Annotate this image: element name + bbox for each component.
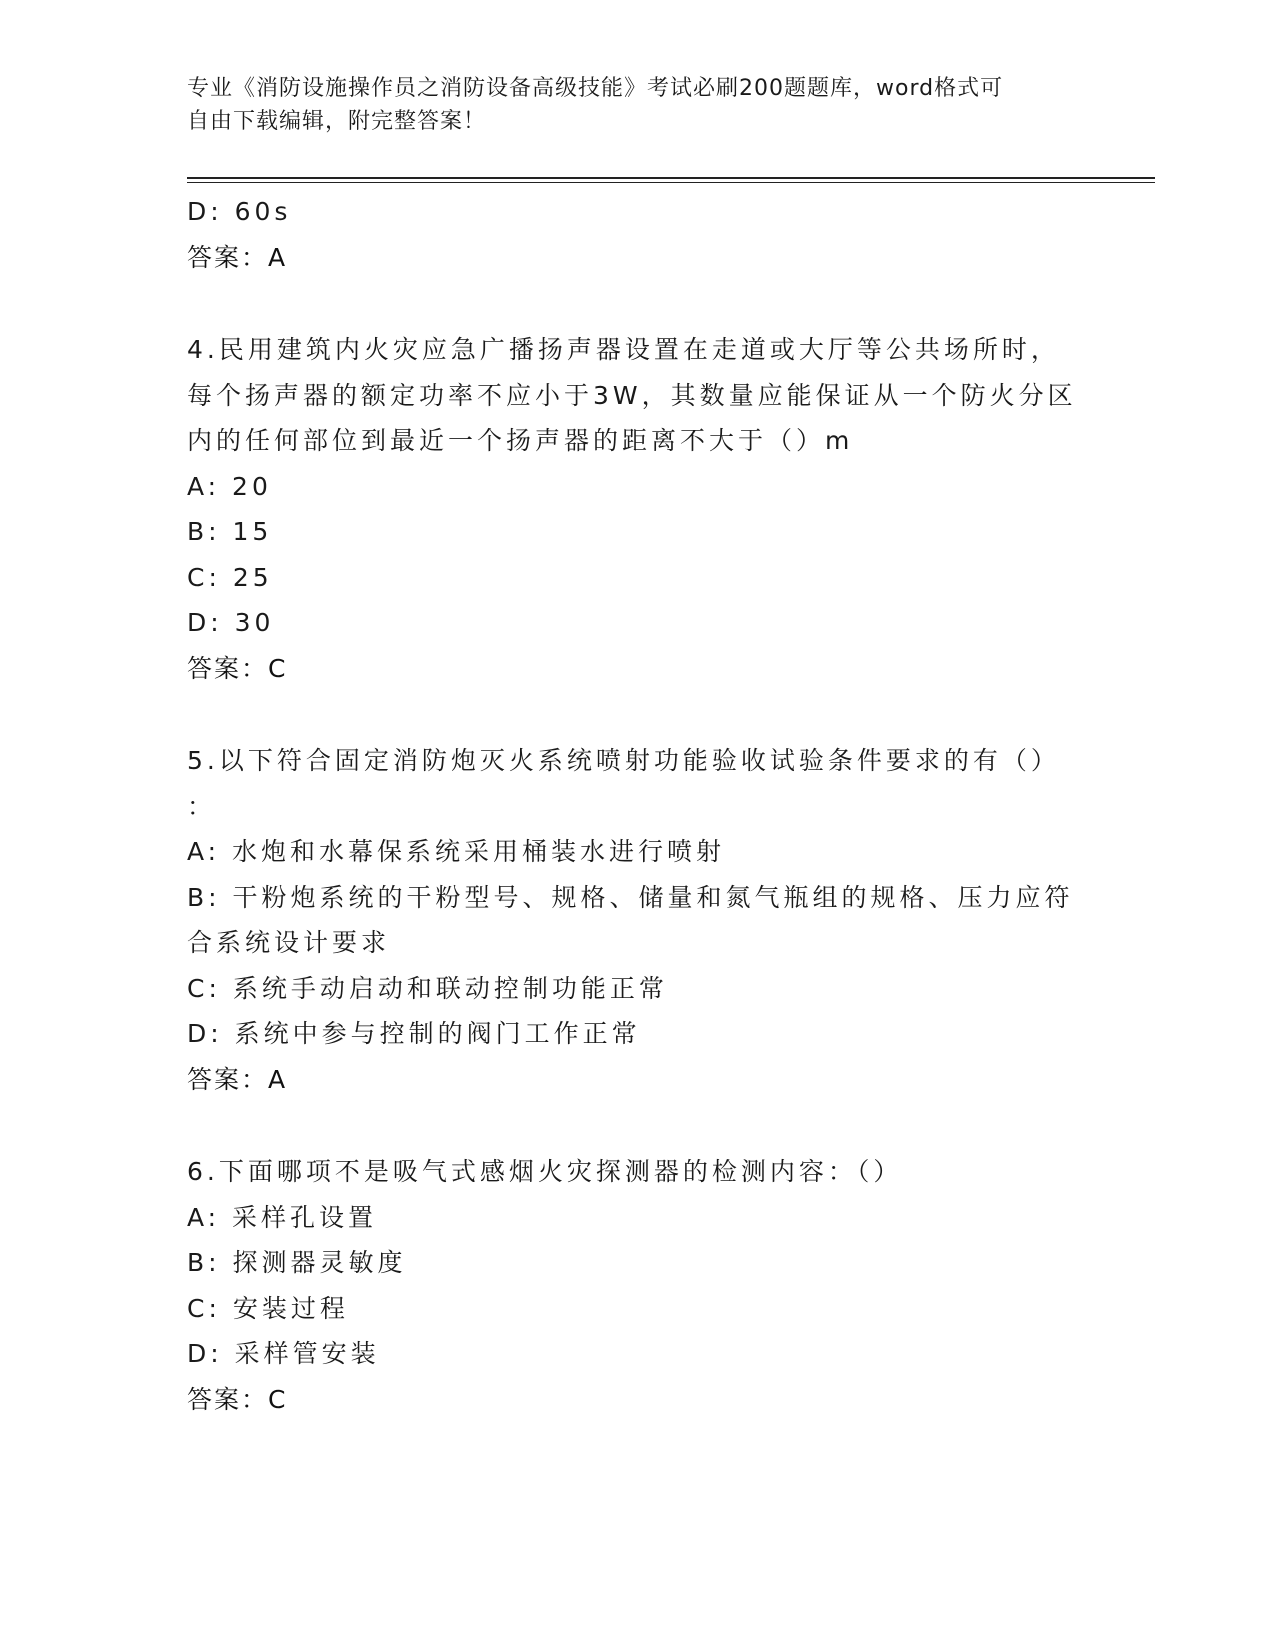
- question-5-answer: 答案：A: [187, 1064, 288, 1094]
- question-6-stem-line-1: 6.下面哪项不是吸气式感烟火灾探测器的检测内容：（）: [187, 1157, 903, 1186]
- question-5-option-c: C: 系统手动启动和联动控制功能正常: [187, 973, 668, 1003]
- header-divider-thick: [187, 177, 1155, 179]
- question-4-option-c: C: 25: [187, 562, 273, 592]
- header-divider-thin: [187, 182, 1155, 183]
- question-6-option-a: A: 采样孔设置: [187, 1202, 378, 1232]
- question-4-option-d: D: 30: [187, 608, 275, 637]
- question-5: [187, 738, 1087, 1102]
- question-5-option-b: B: 干粉炮系统的干粉型号、规格、储量和氮气瓶组的规格、压力应符: [187, 882, 1074, 912]
- question-4-option-b: B: 15: [187, 517, 273, 546]
- question-6-option-c: C: 安装过程: [187, 1293, 349, 1323]
- prev-answer: 答案：A: [187, 242, 288, 272]
- question-4-stem-line-2: 每个扬声器的额定功率不应小于3W，其数量应能保证从一个防火分区: [187, 380, 1077, 410]
- spacer: [187, 1102, 1087, 1149]
- question-4-stem-line-3: 内的任何部位到最近一个扬声器的距离不大于（）m: [187, 426, 854, 455]
- question-4-answer: 答案：C: [187, 653, 288, 683]
- question-5-option-d: D: 系统中参与控制的阀门工作正常: [187, 1019, 641, 1048]
- question-4-stem-line-1: 4.民用建筑内火灾应急广播扬声器设置在走道或大厅等公共场所时，: [187, 335, 1060, 364]
- header-line-2: 自由下载编辑，附完整答案！: [187, 109, 487, 134]
- question-5-stem-line-1: 5.以下符合固定消防炮灭火系统喷射功能验收试验条件要求的有（）: [187, 746, 1060, 775]
- question-6-option-d: D: 采样管安装: [187, 1339, 380, 1368]
- question-5-stem-line-2: ：: [187, 791, 217, 821]
- document-header: [187, 72, 1067, 138]
- header-line-1: 专业《消防设施操作员之消防设备高级技能》考试必刷200题题库，word格式可: [187, 76, 1004, 101]
- question-6: [187, 1149, 1087, 1422]
- question-5-option-b-cont: 合系统设计要求: [187, 928, 391, 957]
- question-6-answer: 答案：C: [187, 1384, 288, 1414]
- spacer: [187, 280, 1087, 327]
- question-5-option-a: A: 水炮和水幕保系统采用桶装水进行喷射: [187, 837, 726, 866]
- question-6-option-b: B: 探测器灵敏度: [187, 1248, 407, 1277]
- spacer: [187, 691, 1087, 738]
- question-list: [187, 189, 1087, 1422]
- question-4-option-a: A: 20: [187, 471, 272, 501]
- question-4: [187, 327, 1087, 691]
- prev-option-d: D: 60s: [187, 197, 292, 226]
